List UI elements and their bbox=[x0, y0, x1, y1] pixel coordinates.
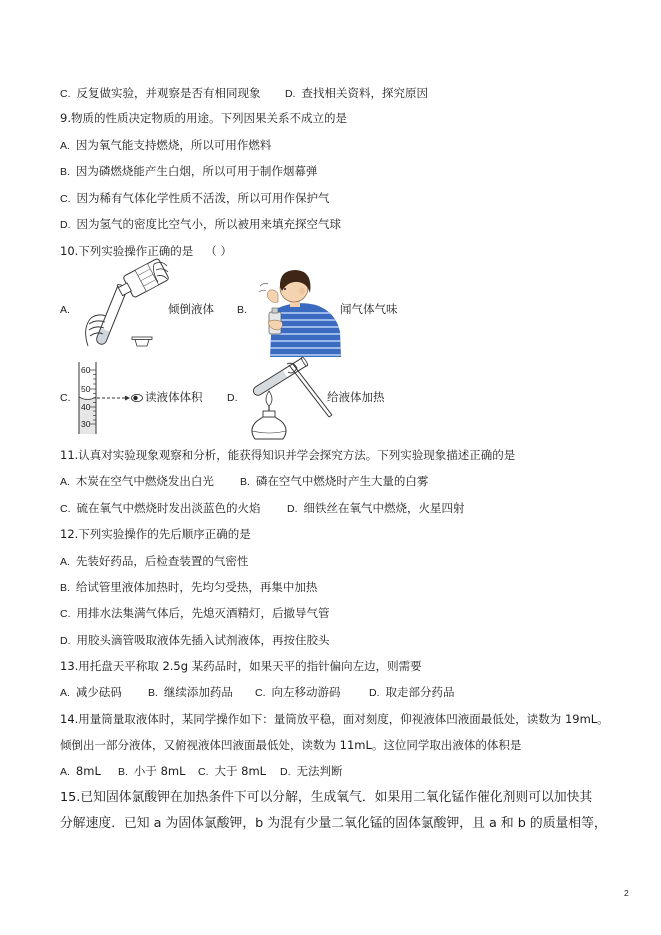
option-text: 用排水法集满气体后，先熄灭酒精灯，后撤导气管 bbox=[76, 606, 330, 620]
test-tube bbox=[251, 356, 308, 397]
q10-option-d-caption: 给液体加热 bbox=[327, 390, 385, 404]
q9-option-c bbox=[60, 190, 330, 207]
option-text: 查找相关资料，探究原因 bbox=[301, 86, 428, 100]
q14-option-a bbox=[60, 763, 101, 780]
q10-stem-text: 10.下列实验操作正确的是 bbox=[60, 244, 194, 258]
bottle-stopper bbox=[132, 337, 152, 346]
q12-option-a bbox=[60, 553, 248, 570]
option-text: 先装好药品，后检查装置的气密性 bbox=[75, 554, 249, 568]
eye bbox=[284, 288, 286, 290]
scale-label-60: 60 bbox=[81, 365, 91, 375]
option-letter: C. bbox=[198, 766, 209, 778]
test-tube-holder bbox=[287, 363, 332, 417]
q9-option-a bbox=[60, 137, 271, 154]
q14-stem-line-2: 倾倒出一部分液体，又俯视液体凹液面最低处，读数为 11mL。这位同学取出液体的体积是 bbox=[60, 738, 522, 752]
option-letter: A. bbox=[60, 304, 70, 316]
heating-liquid-illustration bbox=[238, 355, 334, 441]
q14-stem-line-1: 14.用量筒量取液体时，某同学操作如下：量筒放平稳，面对刻度，仰视液体凹液面最低处，读数为 19mL。 bbox=[60, 712, 609, 726]
option-letter: D. bbox=[280, 766, 291, 778]
q11-option-d bbox=[287, 500, 465, 517]
pouring-liquid-illustration bbox=[68, 258, 170, 352]
option-letter: A. bbox=[60, 556, 70, 568]
ear bbox=[300, 288, 305, 295]
q15-stem-line-1: 15.已知固体氯酸钾在加热条件下可以分解，生成氧气．如果用二氧化锰作催化剂则可以加快其 bbox=[60, 790, 593, 805]
q8-option-d bbox=[285, 85, 428, 102]
flame bbox=[266, 391, 272, 406]
q14-option-c bbox=[198, 763, 266, 780]
q9-stem: 9.物质的性质决定物质的用途。下列因果关系不成立的是 bbox=[60, 111, 347, 125]
option-text: 小于 8mL bbox=[133, 764, 186, 778]
answer-bracket: （ ） bbox=[205, 244, 232, 258]
option-letter: B. bbox=[148, 687, 158, 699]
option-text: 硫在氧气中燃烧时发出淡蓝色的火焰 bbox=[76, 501, 261, 515]
cylinder-reading-illustration bbox=[74, 360, 146, 436]
q13-option-c bbox=[255, 684, 341, 701]
q10-stem bbox=[60, 243, 232, 259]
reagent-bottle bbox=[115, 258, 170, 302]
fanning-motion-lines bbox=[259, 283, 268, 292]
option-letter: B. bbox=[60, 166, 70, 178]
option-text: 继续添加药品 bbox=[163, 685, 233, 699]
option-text: 给试管里液体加热时，先均匀受热，再集中加热 bbox=[75, 580, 318, 594]
option-text: 因为氧气能支持燃烧，所以可用作燃料 bbox=[75, 138, 272, 152]
q9-option-b bbox=[60, 163, 317, 180]
q8-option-c bbox=[60, 85, 261, 102]
q9-option-d bbox=[60, 216, 341, 233]
q15-stem-line-2: 分解速度．已知 a 为固体氯酸钾，b 为混有少量二氧化锰的固体氯酸钾，且 a 和 b 的质量相等， bbox=[60, 816, 607, 831]
head bbox=[280, 270, 311, 302]
option-text: 8mL bbox=[75, 764, 101, 778]
option-text: 取走部分药品 bbox=[385, 685, 455, 699]
smelling-gas-illustration bbox=[256, 262, 342, 358]
q12-stem: 12.下列实验操作的先后顺序正确的是 bbox=[60, 527, 251, 541]
option-text: 因为氢气的密度比空气小，所以被用来填充探空气球 bbox=[76, 217, 341, 231]
option-text: 无法判断 bbox=[296, 764, 343, 778]
option-letter: D. bbox=[285, 88, 296, 100]
option-letter: B. bbox=[118, 766, 128, 778]
option-letter: D. bbox=[227, 392, 238, 404]
alcohol-lamp bbox=[252, 391, 286, 439]
option-text: 向左移动游码 bbox=[271, 685, 341, 699]
option-letter: D. bbox=[60, 635, 71, 647]
q13-option-b bbox=[148, 684, 233, 701]
q12-option-d bbox=[60, 632, 330, 649]
option-letter: D. bbox=[287, 503, 298, 515]
option-text: 用胶头滴管吸取液体先插入试剂液体，再按住胶头 bbox=[76, 633, 330, 647]
option-letter: D. bbox=[60, 219, 71, 231]
option-letter: B. bbox=[60, 582, 70, 594]
q10-option-c-caption: 读液体体积 bbox=[145, 390, 203, 404]
q10-option-b-letter bbox=[237, 301, 253, 318]
q10-option-a-caption: 倾倒液体 bbox=[168, 302, 214, 316]
q11-option-c bbox=[60, 500, 261, 517]
q14-option-d bbox=[280, 763, 343, 780]
q13-stem: 13.用托盘天平称取 2.5g 某药品时，如果天平的指针偏向左边，则需要 bbox=[60, 659, 422, 673]
q13-option-a bbox=[60, 684, 122, 701]
waving-hand bbox=[267, 290, 278, 303]
scale-label-50: 50 bbox=[81, 384, 91, 394]
q12-option-b bbox=[60, 579, 317, 596]
option-letter: C. bbox=[60, 503, 71, 515]
q14-option-b bbox=[118, 763, 186, 780]
scale-label-40: 40 bbox=[81, 402, 91, 412]
option-letter: D. bbox=[369, 687, 380, 699]
q13-option-d bbox=[369, 684, 455, 701]
option-letter: A. bbox=[60, 140, 70, 152]
option-letter: C. bbox=[60, 392, 71, 404]
option-letter: C. bbox=[60, 193, 71, 205]
q10-option-b-caption: 闻气体气味 bbox=[340, 302, 398, 316]
option-text: 反复做实验，并观察是否有相同现象 bbox=[76, 86, 261, 100]
q12-option-c bbox=[60, 605, 330, 622]
option-letter: C. bbox=[60, 88, 71, 100]
eye-icon bbox=[132, 394, 143, 401]
option-text: 细铁丝在氧气中燃烧，火星四射 bbox=[303, 501, 465, 515]
option-text: 木炭在空气中燃烧发出白光 bbox=[75, 474, 214, 488]
page-number: 2 bbox=[624, 888, 629, 898]
option-letter: B. bbox=[237, 304, 247, 316]
option-text: 减少砝码 bbox=[75, 685, 122, 699]
option-text: 大于 8mL bbox=[214, 764, 267, 778]
scale-label-30: 30 bbox=[81, 419, 91, 429]
arrow-head-icon bbox=[125, 396, 130, 401]
option-letter: C. bbox=[60, 608, 71, 620]
option-text: 因为磷燃烧能产生白烟，所以可用于制作烟幕弹 bbox=[75, 164, 318, 178]
q11-option-b bbox=[240, 473, 428, 490]
option-text: 因为稀有气体化学性质不活泼，所以可用作保护气 bbox=[76, 191, 330, 205]
option-letter: C. bbox=[255, 687, 266, 699]
option-letter: B. bbox=[240, 476, 250, 488]
q11-stem: 11.认真对实验现象观察和分析，能获得知识并学会探究方法。下列实验现象描述正确的是 bbox=[60, 448, 516, 462]
option-letter: A. bbox=[60, 687, 70, 699]
option-letter: A. bbox=[60, 476, 70, 488]
q11-option-a bbox=[60, 473, 214, 490]
option-text: 磷在空气中燃烧时产生大量的白雾 bbox=[255, 474, 429, 488]
option-letter: A. bbox=[60, 766, 70, 778]
